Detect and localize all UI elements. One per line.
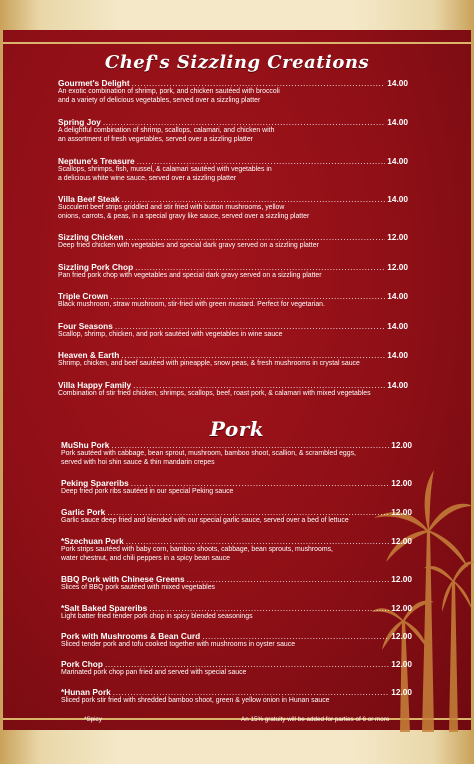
item-name: BBQ Pork with Chinese Greens bbox=[61, 574, 185, 584]
item-description: Garlic sauce deep fried and blended with our special garlic sauce, served over a bed of lettuce bbox=[61, 517, 349, 524]
item-description: Combination of stir fried chicken, shrimps, scallops, beef, roast pork, & calamari with mixed vegetables bbox=[58, 390, 371, 397]
leader-dots bbox=[115, 321, 385, 331]
leader-dots bbox=[125, 232, 385, 242]
leader-dots bbox=[121, 350, 385, 360]
item-name: Villa Happy Family bbox=[58, 380, 132, 390]
menu-item bbox=[58, 78, 408, 105]
item-name: MuShu Pork bbox=[61, 440, 110, 450]
leader-dots bbox=[133, 380, 385, 390]
item-description: Pork strips sautéed with baby corn, bamboo shoots, cabbage, bean sprouts, mushrooms, water chestnut, and chili peppers in a spicy bean sauce bbox=[61, 546, 333, 562]
spicy-footnote: *Spicy bbox=[84, 716, 102, 723]
item-name: Garlic Pork bbox=[61, 507, 106, 517]
item-price: 12.00 bbox=[391, 440, 412, 450]
leader-dots bbox=[135, 262, 385, 272]
leader-dots bbox=[105, 659, 389, 669]
item-price: 12.00 bbox=[391, 536, 412, 546]
item-price: 14.00 bbox=[387, 291, 408, 301]
menu-item bbox=[58, 291, 408, 310]
item-name: Triple Crown bbox=[58, 291, 109, 301]
menu-item bbox=[61, 631, 412, 650]
item-description: A delightful combination of shrimp, scallops, calamari, and chicken with an assortment of fresh vegetables, served over a sizzling platter bbox=[58, 127, 275, 143]
menu-item bbox=[58, 156, 408, 183]
menu-item bbox=[61, 659, 412, 678]
leader-dots bbox=[111, 440, 389, 450]
item-name: Pork Chop bbox=[61, 659, 103, 669]
item-description: Light batter fried tender pork chop in spicy blended seasonings bbox=[61, 613, 253, 620]
item-name: Villa Beef Steak bbox=[58, 194, 120, 204]
section-title-pork: Pork bbox=[209, 417, 265, 441]
item-price: 14.00 bbox=[387, 350, 408, 360]
item-price: 12.00 bbox=[391, 478, 412, 488]
item-price: 14.00 bbox=[387, 321, 408, 331]
item-description: Marinated pork chop pan fried and served with special sauce bbox=[61, 669, 247, 676]
menu-item bbox=[58, 380, 408, 399]
menu-item bbox=[58, 262, 408, 281]
menu-item bbox=[61, 440, 412, 467]
leader-dots bbox=[149, 603, 389, 613]
item-price: 12.00 bbox=[391, 631, 412, 641]
leader-dots bbox=[103, 117, 385, 127]
item-price: 14.00 bbox=[387, 78, 408, 88]
gratuity-footnote: An 15% gratuity will be added for parties of 6 or more bbox=[241, 716, 390, 723]
item-name: Neptune's Treasure bbox=[58, 156, 135, 166]
item-description: Sliced tender pork and tofu cooked together with mushrooms in oyster sauce bbox=[61, 641, 296, 648]
menu-item bbox=[61, 687, 412, 706]
item-name: Gourmet's Delight bbox=[58, 78, 130, 88]
item-name: Spring Joy bbox=[58, 117, 101, 127]
item-name: *Salt Baked Spareribs bbox=[61, 603, 148, 613]
menu-item bbox=[61, 507, 412, 526]
item-description: Deep fried chicken with vegetables and special dark gravy served on a sizzling platter bbox=[58, 242, 319, 249]
item-description: Succulent beef strips griddled and stir fried with button mushrooms, yellow onions, carrots, & peas, in a special gravy like sauce, served over a sizzling platter bbox=[58, 204, 310, 220]
item-description: Scallop, shrimp, chicken, and pork sautéed with vegetables in wine sauce bbox=[58, 331, 283, 338]
menu-item bbox=[61, 478, 412, 497]
leader-dots bbox=[202, 631, 389, 641]
leader-dots bbox=[110, 291, 385, 301]
menu-item bbox=[61, 603, 412, 622]
section-title-sizzling: Chef's Sizzling Creations bbox=[104, 52, 370, 73]
menu-item bbox=[58, 117, 408, 144]
item-price: 12.00 bbox=[391, 507, 412, 517]
leader-dots bbox=[131, 478, 389, 488]
leader-dots bbox=[126, 536, 390, 546]
item-price: 14.00 bbox=[387, 156, 408, 166]
item-price: 12.00 bbox=[391, 574, 412, 584]
leader-dots bbox=[107, 507, 389, 517]
menu-item bbox=[58, 321, 408, 340]
menu-item bbox=[58, 350, 408, 369]
item-price: 12.00 bbox=[387, 262, 408, 272]
item-price: 14.00 bbox=[387, 380, 408, 390]
item-description: Pan fried pork chop with vegetables and special dark gravy served on a sizzling platter bbox=[58, 272, 322, 279]
item-name: Peking Spareribs bbox=[61, 478, 129, 488]
menu-item bbox=[61, 536, 412, 563]
leader-dots bbox=[132, 78, 386, 88]
gold-border-top bbox=[3, 42, 471, 44]
item-name: *Hunan Pork bbox=[61, 687, 111, 697]
item-price: 12.00 bbox=[391, 603, 412, 613]
item-price: 12.00 bbox=[391, 659, 412, 669]
leader-dots bbox=[122, 194, 386, 204]
item-description: Slices of BBQ pork sautéed with mixed vegetables bbox=[61, 584, 215, 591]
item-name: Heaven & Earth bbox=[58, 350, 120, 360]
menu-item bbox=[61, 574, 412, 593]
leader-dots bbox=[113, 687, 389, 697]
item-description: Pork sautéed with cabbage, bean sprout, mushroom, bamboo shoot, scallion, & scrambled eggs, served with hoi shin sauce & thin mandarin crepes bbox=[61, 450, 356, 466]
item-description: Sliced pork stir fried with shredded bamboo shoot, green & yellow onion in Hunan sauce bbox=[61, 697, 330, 704]
item-price: 12.00 bbox=[387, 232, 408, 242]
menu-item bbox=[58, 194, 408, 221]
item-description: Shrimp, chicken, and beef sautéed with pineapple, snow peas, & fresh mushrooms in crystal sauce bbox=[58, 360, 360, 367]
item-name: Pork with Mushrooms & Bean Curd bbox=[61, 631, 201, 641]
item-name: *Szechuan Pork bbox=[61, 536, 124, 546]
item-price: 12.00 bbox=[391, 687, 412, 697]
item-price: 14.00 bbox=[387, 117, 408, 127]
item-description: Scallops, shrimps, fish, mussel, & calamari sautéed with vegetables in a delicious white wine sauce, served over a sizzling platter bbox=[58, 166, 272, 182]
item-description: An exotic combination of shrimp, pork, and chicken sautéed with broccoli and a variety of delicious vegetables, served over a sizzling platter bbox=[58, 88, 280, 104]
item-description: Black mushroom, straw mushroom, stir-fried with green mustard. Perfect for vegetarian. bbox=[58, 301, 325, 308]
item-price: 14.00 bbox=[387, 194, 408, 204]
item-description: Deep fried pork ribs sautéed in our special Peking sauce bbox=[61, 488, 234, 495]
leader-dots bbox=[187, 574, 390, 584]
menu-item bbox=[58, 232, 408, 251]
item-name: Sizzling Pork Chop bbox=[58, 262, 134, 272]
item-name: Four Seasons bbox=[58, 321, 113, 331]
item-name: Sizzling Chicken bbox=[58, 232, 124, 242]
leader-dots bbox=[137, 156, 386, 166]
